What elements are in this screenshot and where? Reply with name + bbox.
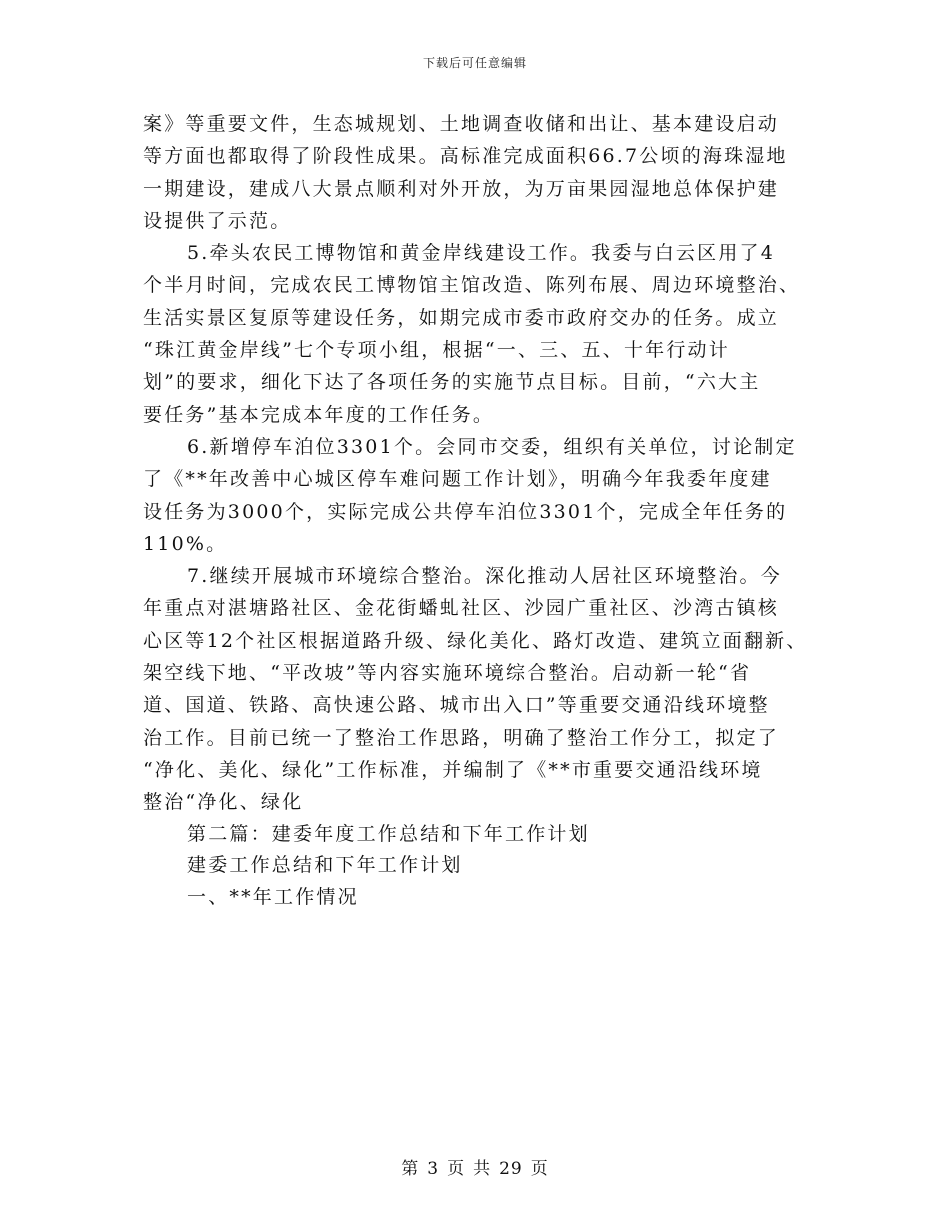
text-line: 架空线下地、“平改坡”等内容实施环境综合整治。启动新一轮“省 <box>143 662 752 685</box>
footer-ye: 页 <box>530 1159 549 1179</box>
section-heading: 第二篇：建委年度工作总结和下年工作计划 <box>187 822 590 845</box>
paragraph-start-line: 5.牵头农民工博物馆和黄金岸线建设工作。我委与白云区用了4 <box>187 242 776 265</box>
text-line: 了《**年改善中心城区停车难问题工作计划》，明确今年我委年度建 <box>143 468 772 491</box>
text-line: 一期建设，建成八大景点顺利对外开放，为万亩果园湿地总体保护建 <box>143 177 780 200</box>
paragraph-start-line: 6.新增停车泊位3301个。会同市交委，组织有关单位，讨论制定 <box>187 435 797 458</box>
footer-ye: 页 <box>447 1159 466 1179</box>
section-subheading: 建委工作总结和下年工作计划 <box>187 854 463 877</box>
page-header-note: 下载后可任意编辑 <box>422 56 527 70</box>
text-line: 生活实景区复原等建设任务，如期完成市委市政府交办的任务。成立 <box>143 306 780 329</box>
text-line: “珠江黄金岸线”七个专项小组，根据“一、三、五、十年行动计 <box>143 339 730 362</box>
text-line: 个半月时间，完成农民工博物馆主馆改造、陈列布展、周边环境整治、 <box>143 274 801 297</box>
text-line: 案》等重要文件，生态城规划、土地调查收储和出让、基本建设启动 <box>143 113 780 135</box>
section-item-heading: 一、**年工作情况 <box>187 885 359 908</box>
text-line: 心区等12个社区根据道路升级、绿化美化、路灯改造、建筑立面翻新、 <box>143 629 808 652</box>
text-line: “净化、美化、绿化”工作标准，并编制了《**市重要交通沿线环境 <box>143 758 763 781</box>
text-line: 要任务”基本完成本年度的工作任务。 <box>143 403 495 426</box>
paragraph-start-line: 7.继续开展城市环境综合整治。深化推动人居社区环境整治。今 <box>187 565 782 588</box>
text-line: 整治“净化、绿化 <box>143 791 304 814</box>
text-line: 年重点对湛塘路社区、金花街蟠虬社区、沙园广重社区、沙湾古镇核 <box>143 597 780 620</box>
text-line: 治工作。目前已统一了整治工作思路，明确了整治工作分工，拟定了 <box>143 726 780 749</box>
text-line: 110%。 <box>143 532 228 555</box>
footer-di: 第 <box>401 1159 420 1179</box>
footer-total-pages: 29 <box>499 1159 523 1179</box>
footer-page-number: 3 <box>427 1159 440 1179</box>
text-line: 划”的要求，细化下达了各项任务的实施节点目标。目前，“六大主 <box>143 371 761 394</box>
footer-gong: 共 <box>473 1159 492 1179</box>
page-footer <box>0 1154 950 1179</box>
text-line: 设提供了示范。 <box>143 209 292 232</box>
text-line: 等方面也都取得了阶段性成果。高标准完成面积66.7公顷的海珠湿地 <box>143 145 788 168</box>
document-body <box>143 108 808 913</box>
text-line: 设任务为3000个，实际完成公共停车泊位3301个，完成全年任务的 <box>143 500 788 523</box>
text-line: 道、国道、铁路、高快速公路、城市出入口”等重要交通沿线环境整 <box>143 694 770 717</box>
